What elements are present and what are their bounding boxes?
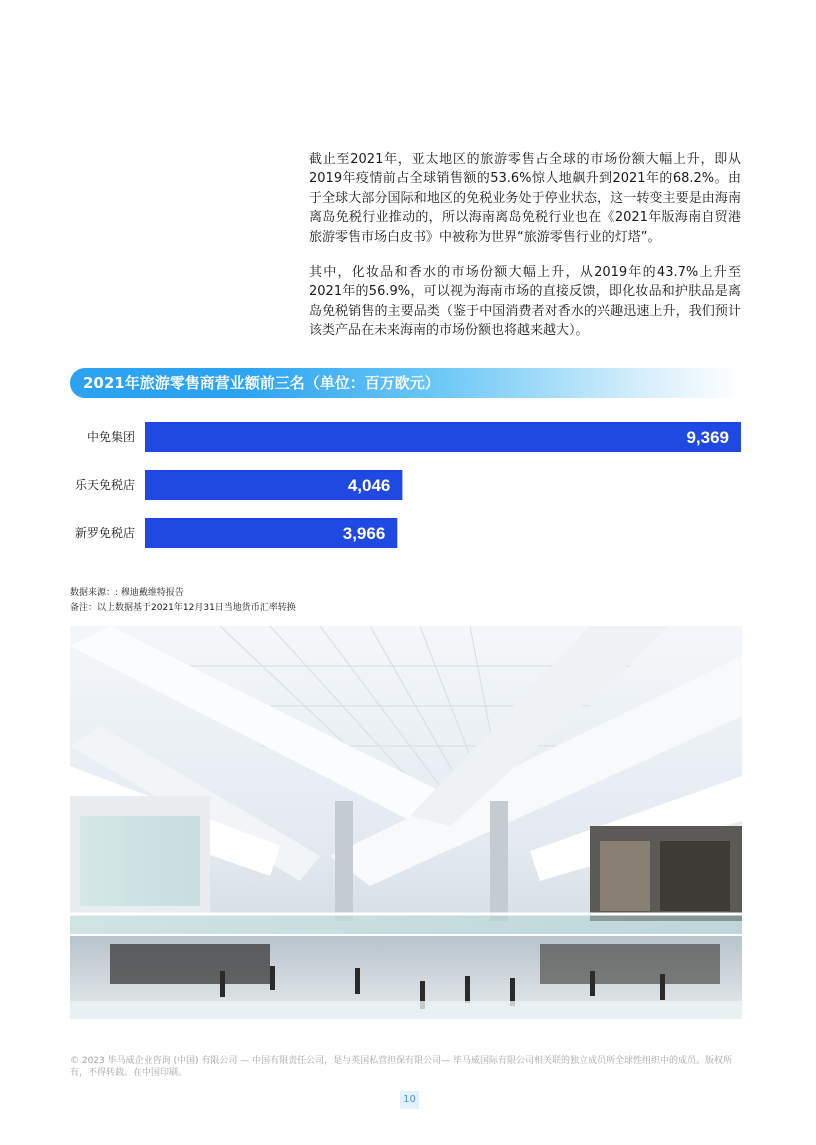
chart-title: 2021年旅游零售商营业额前三名（单位：百万欧元） xyxy=(83,374,440,392)
bar-value-label: 4,046 xyxy=(347,476,391,495)
shopping-mall-atrium-icon xyxy=(70,626,742,1019)
category-label: 乐天免税店 xyxy=(74,478,135,492)
data-remark-note: 备注：以上数据基于2021年12月31日当地货币汇率转换 xyxy=(70,603,296,613)
page-number: 10 xyxy=(400,1091,419,1109)
bar-value-label: 3,966 xyxy=(342,524,386,543)
category-label: 中免集团 xyxy=(86,430,135,444)
footer-copyright: © 2023 毕马威企业咨询 (中国) 有限公司 — 中国有限责任公司，是与英国私营担保有限公司— 毕马威国际有限公司相关联的独立成员所全球性组织中的成员。版权所有，不得转载。在中国印刷。 xyxy=(70,1056,732,1078)
bar-chart xyxy=(0,410,816,570)
bar xyxy=(145,422,741,452)
category-label: 新罗免税店 xyxy=(74,526,135,540)
body-paragraph-2: 其中，化妆品和香水的市场份额大幅上升，从2019年的43.7%上升至2021年的56.9%，可以视为海南市场的直接反馈，即化妆品和护肤品是离岛免税销售的主要品类（鉴于中国消费者对香水的兴趣迅速上升，我们预计该类产品在未来海南的市场份额也将越来越大）。 xyxy=(309,265,741,339)
data-source-note: 数据来源：: 穆迪戴维特报告 xyxy=(70,588,184,598)
shopping-mall-atrium-image xyxy=(70,626,742,1019)
body-paragraph-1: 截止至2021年，亚太地区的旅游零售占全球的市场份额大幅上升，即从2019年疫情前占全球销售额的53.6%惊人地飙升到2021年的68.2%。由于全球大部分国际和地区的免税业务处于停业状态，这一转变主要是由海南离岛免税行业推动的，所以海南离岛免税行业也在《2021年版海南自贸港旅游零售市场白皮书》中被称为世界“旅游零售行业的灯塔”。 xyxy=(309,152,741,245)
bar-value-label: 9,369 xyxy=(686,428,729,447)
